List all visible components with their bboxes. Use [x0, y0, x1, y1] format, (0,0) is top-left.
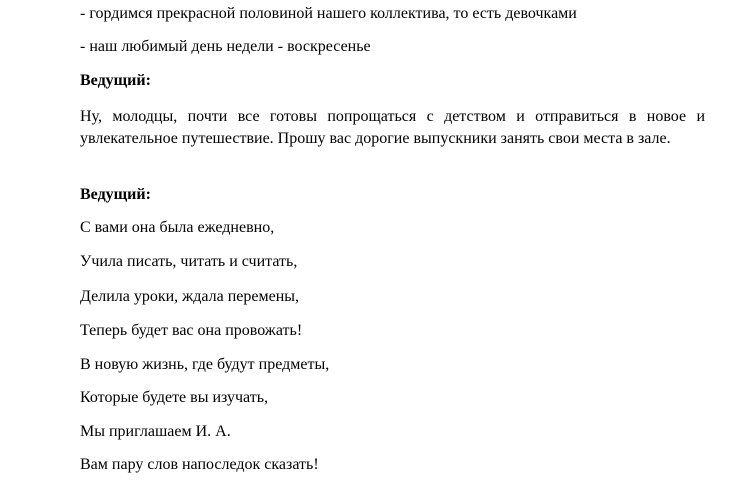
poem-line: Мы приглашаем И. А. [80, 423, 231, 440]
poem-line: С вами она была ежедневно, [80, 219, 275, 236]
paragraph: Ну, молодцы, почти все готовы попрощаться с детством и отправиться в новое и увлекательное путешествие. Прошу вас дорогие выпускники занять свои места в зале. [80, 108, 705, 147]
poem-line: Делила уроки, ждала перемены, [80, 288, 300, 305]
poem-line: Учила писать, читать и считать, [80, 253, 298, 270]
speaker-heading: Ведущий: [80, 186, 151, 203]
poem-line: Теперь будет вас она провожать! [80, 322, 303, 339]
speaker-heading: Ведущий: [80, 72, 151, 89]
poem-line: В новую жизнь, где будут предметы, [80, 356, 330, 373]
poem-line: Которые будете вы изучать, [80, 389, 269, 406]
poem-line: Вам пару слов напоследок сказать! [80, 456, 319, 473]
list-item: - наш любимый день недели - воскресенье [80, 38, 371, 55]
list-item: - гордимся прекрасной половиной нашего коллектива, то есть девочками [80, 5, 577, 22]
